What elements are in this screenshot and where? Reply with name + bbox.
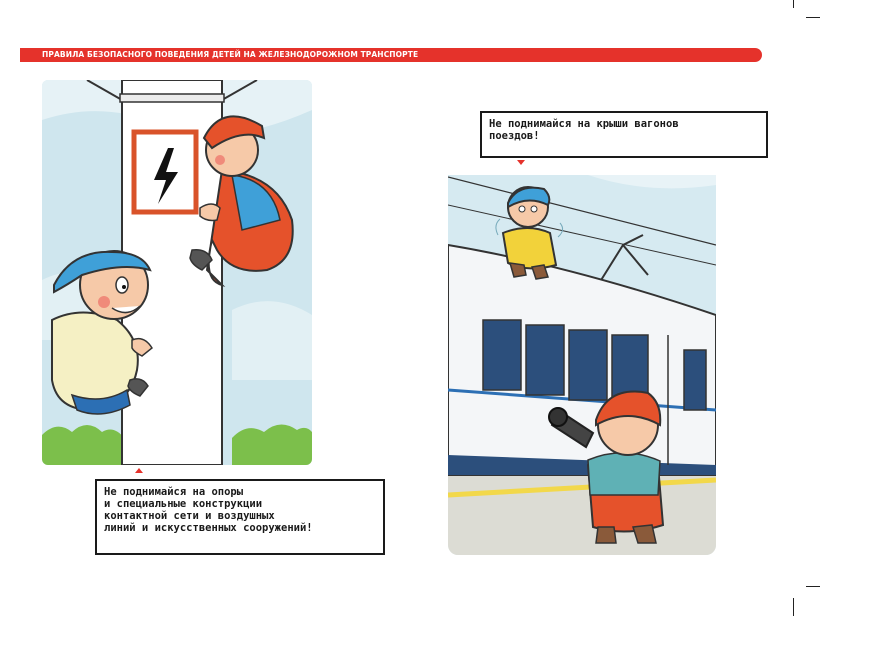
right-scene-svg: [448, 175, 716, 555]
right-caption-pointer: [517, 160, 525, 165]
right-illustration: [448, 175, 716, 555]
left-scene-svg: [42, 80, 312, 465]
header-title: ПРАВИЛА БЕЗОПАСНОГО ПОВЕДЕНИЯ ДЕТЕЙ НА ЖЕЛЕЗНОДОРОЖНОМ ТРАНСПОРТЕ: [42, 50, 419, 59]
left-caption-pointer: [135, 468, 143, 473]
bush-right: [232, 424, 312, 465]
bush-left: [42, 425, 124, 465]
pole-cap: [120, 94, 224, 102]
crop-mark-top-horizontal: [806, 17, 820, 18]
crop-mark-top-vertical: [793, 0, 794, 8]
left-illustration: [42, 80, 312, 465]
crop-mark-bottom-vertical: [793, 598, 794, 616]
header-bar: [20, 48, 762, 62]
crop-mark-bottom-horizontal: [806, 586, 820, 587]
left-caption: Не поднимайся на опоры и специальные конструкции контактной сети и воздушных линий и искусственных сооружений!: [95, 479, 385, 555]
cloud: [232, 301, 312, 380]
right-caption: Не поднимайся на крыши вагонов поездов!: [480, 111, 768, 158]
